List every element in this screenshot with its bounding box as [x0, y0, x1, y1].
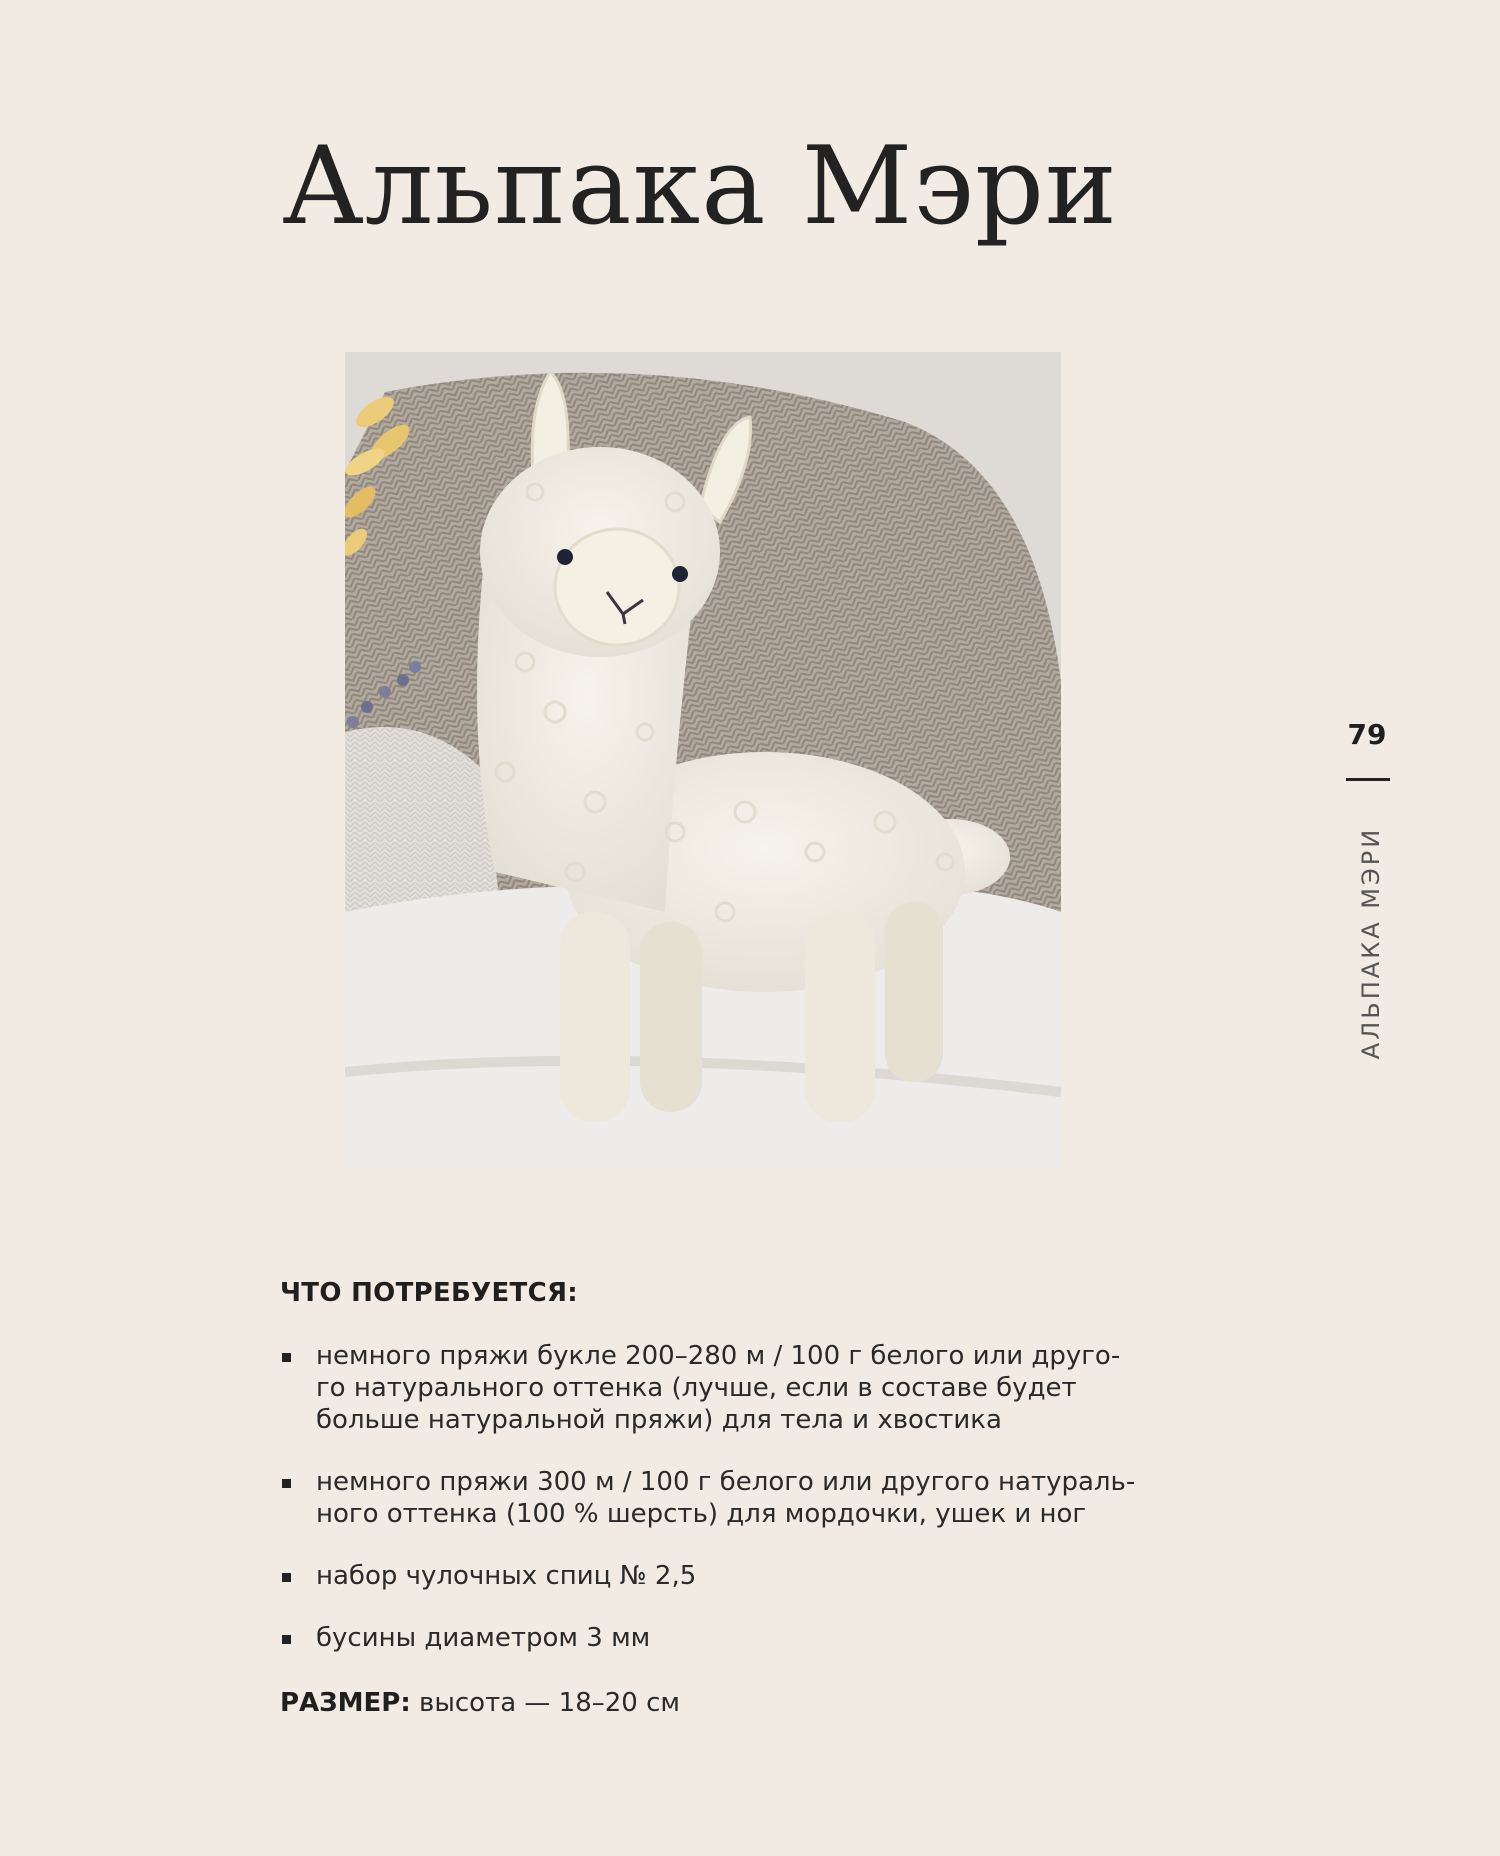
book-title: Альпака Мэри: [282, 124, 1118, 249]
size-label: РАЗМЕР:: [280, 1688, 411, 1718]
materials-item-line: бусины диаметром 3 мм: [316, 1623, 651, 1653]
materials-heading: ЧТО ПОТРЕБУЕТСЯ:: [280, 1278, 578, 1308]
materials-item: [280, 1466, 1140, 1530]
size-info: [280, 1688, 680, 1718]
materials-item: [280, 1622, 1140, 1654]
size-value: высота — 18–20 см: [410, 1688, 681, 1718]
materials-item-line: го натурального оттенка (лучше, если в составе будет: [316, 1373, 1077, 1403]
bullet-square-icon: [282, 1353, 291, 1362]
materials-item: [280, 1340, 1140, 1436]
materials-item-line: больше натуральной пряжи) для тела и хвостика: [316, 1405, 1002, 1435]
page-number: 79: [1347, 718, 1387, 751]
materials-item-line: ного оттенка (100 % шерсть) для мордочки, ушек и ног: [316, 1499, 1087, 1529]
running-head: АЛЬПАКА МЭРИ: [1357, 826, 1385, 1060]
bullet-square-icon: [282, 1573, 291, 1582]
bullet-square-icon: [282, 1479, 291, 1488]
materials-item-line: немного пряжи 300 м / 100 г белого или другого натураль-: [316, 1467, 1136, 1497]
materials-list: [280, 1340, 1140, 1684]
alpaca-photo: [345, 352, 1061, 1168]
alpaca-photo-illustration: [345, 352, 1061, 1168]
bullet-square-icon: [282, 1635, 291, 1644]
materials-item-line: немного пряжи букле 200–280 м / 100 г белого или друго-: [316, 1341, 1121, 1371]
page-number-divider: [1346, 778, 1390, 781]
materials-item: [280, 1560, 1140, 1592]
materials-item-line: набор чулочных спиц № 2,5: [316, 1561, 697, 1591]
